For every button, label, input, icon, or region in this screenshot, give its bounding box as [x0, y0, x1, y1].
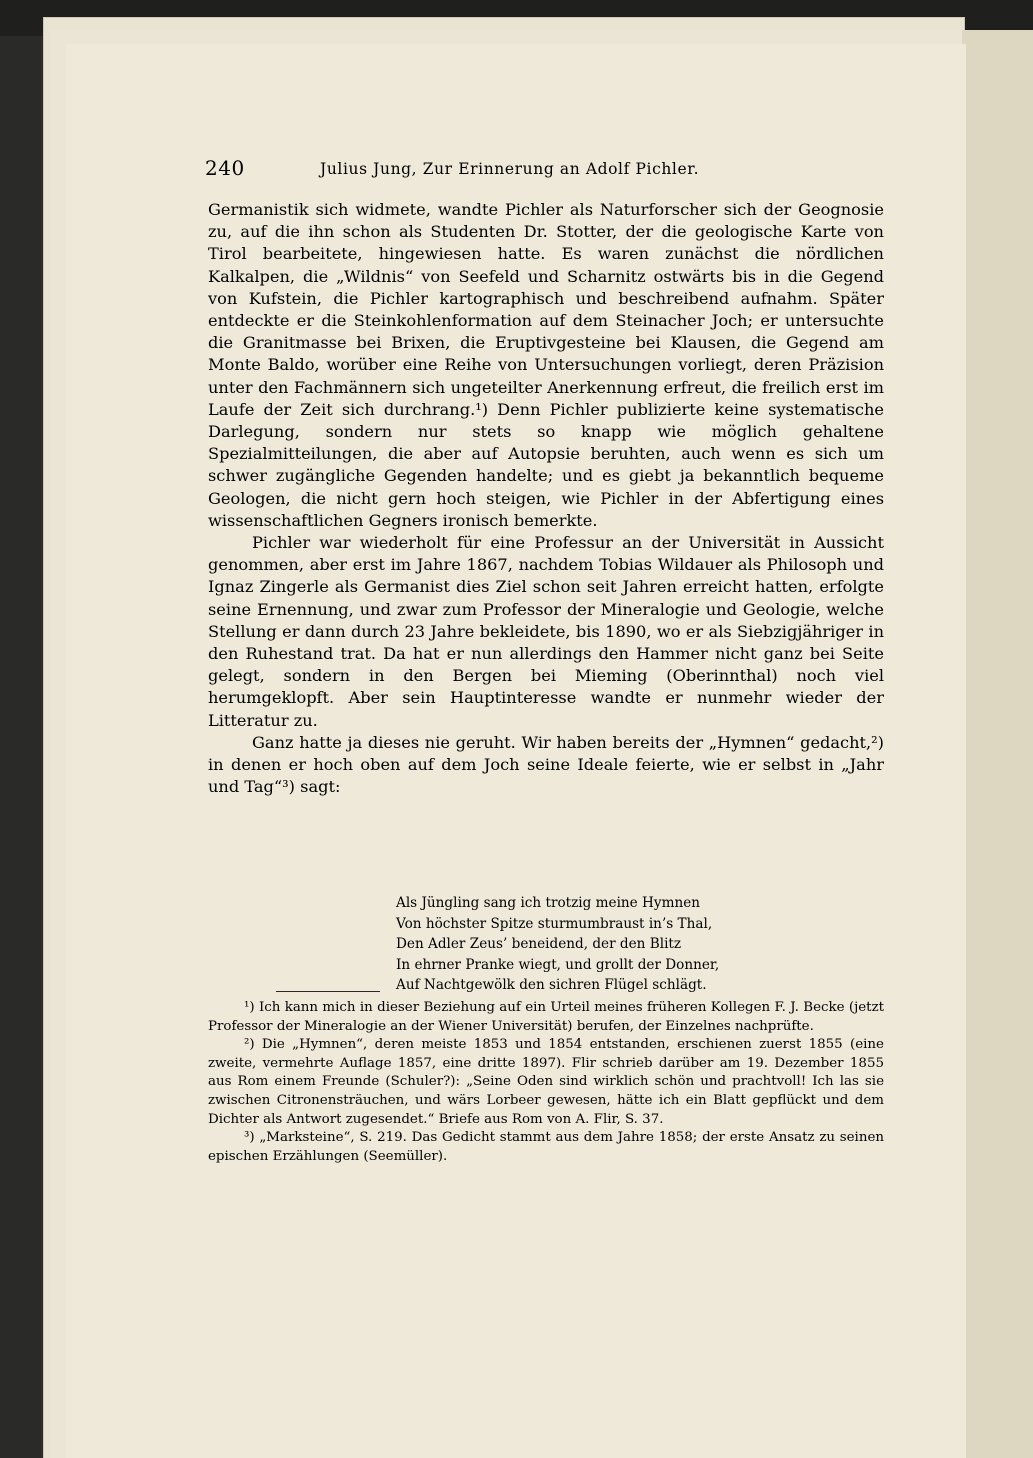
- paragraph: Pichler war wiederholt für eine Professur an der Universität in Aussicht genommen, aber erst im Jahre 1867, nachdem Tobias Wildauer als Philosoph und Ignaz Zingerle als Germanist dies Ziel schon seit Jahren erreicht hatten, erfolgte seine Ernennung, und zwar zum Professor der Mineralogie und Geologie, welche Stellung er dann durch 23 Jahre bekleidete, bis 1890, wo er als Siebzigjähriger in den Ruhestand trat. Da hat er nun allerdings den Hammer nicht ganz bei Seite gelegt, sondern in den Bergen bei Mieming (Oberinnthal) noch viel herumgeklopft. Aber sein Hauptinteresse wandte er nunmehr wieder der Litteratur zu.: [208, 533, 884, 730]
- page-header: [205, 156, 905, 186]
- body-text: [208, 199, 884, 798]
- footnotes: [208, 999, 884, 1166]
- facing-page-edge: [962, 30, 1033, 1458]
- poem-line: In ehrner Pranke wiegt, und grollt der Donner,: [396, 956, 720, 973]
- page-number: 240: [205, 156, 245, 180]
- footnote: ¹) Ich kann mich in dieser Beziehung auf ein Urteil meines früheren Kollegen F. J. Becke (jetzt Professor der Mineralogie an der Wiener Universität) berufen, der Einzelnes nachprüfte.: [208, 1000, 884, 1034]
- poem-line: Den Adler Zeus’ beneidend, der den Blitz: [396, 936, 682, 953]
- footnote: ³) „Marksteine“, S. 219. Das Gedicht stammt aus dem Jahre 1858; der erste Ansatz zu seinen epischen Erzählungen (Seemüller).: [208, 1130, 884, 1164]
- paragraph: Ganz hatte ja dieses nie geruht. Wir haben bereits der „Hymnen“ gedacht,²) in denen er hoch oben auf dem Joch seine Ideale feierte, wie er selbst in „Jahr und Tag“³) sagt:: [208, 732, 884, 797]
- paragraph: Germanistik sich widmete, wandte Pichler als Naturforscher sich der Geognosie zu, auf die ihn schon als Studenten Dr. Stotter, der die geologische Karte von Tirol bearbeitete, hingewiesen hatte. Es waren zunächst die nördlichen Kalkalpen, die „Wildnis“ von Seefeld und Scharnitz ostwärts bis in die Gegend von Kufstein, die Pichler kartographisch und beschreibend aufnahm. Später entdeckte er die Steinkohlenformation auf dem Steinacher Joch; er untersuchte die Granitmasse bei Brixen, die Eruptivgesteine bei Klausen, die Gegend am Monte Baldo, worüber eine Reihe von Untersuchungen vorliegt, deren Präzision unter den Fachmännern sich ungeteilter Anerkennung erfreut, die freilich erst im Laufe der Zeit sich durchrang.¹) Denn Pichler publizierte keine systematische Darlegung, sondern nur stets so knapp wie möglich gehaltene Spezialmitteilungen, die aber auf Autopsie beruhten, auch wenn es sich um schwer zugängliche Gegenden handelte; und es giebt ja bekanntlich bequeme Geologen, die nicht gern hoch steigen, wie Pichler in der Abfertigung eines wissenschaftlichen Gegners ironisch bemerkte.: [208, 200, 884, 530]
- footnote: ²) Die „Hymnen“, deren meiste 1853 und 1854 entstanden, erschienen zuerst 1855 (eine zweite, vermehrte Auflage 1857, eine dritte 1897). Flir schrieb darüber am 19. Dezember 1855 aus Rom einem Freunde (Schuler?): „Seine Oden sind wirklich schön und prachtvoll! Ich las sie zwischen Citronensträuchen, und wärs Lorbeer gewesen, hätte ich ein Blatt gepflückt und dem Dichter als Antwort zugesendet.“ Briefe aus Rom von A. Flir, S. 37.: [208, 1037, 884, 1127]
- poem-line: Als Jüngling sang ich trotzig meine Hymnen: [396, 895, 701, 911]
- running-title: Julius Jung, Zur Erinnerung an Adolf Pichler.: [320, 160, 700, 178]
- poem-line: Auf Nachtgewölk den sichren Flügel schlägt.: [396, 977, 707, 994]
- footnote-divider: [276, 991, 380, 992]
- poem-line: Von höchster Spitze sturmumbraust in’s Thal,: [396, 915, 713, 932]
- poem-quote: [396, 893, 876, 996]
